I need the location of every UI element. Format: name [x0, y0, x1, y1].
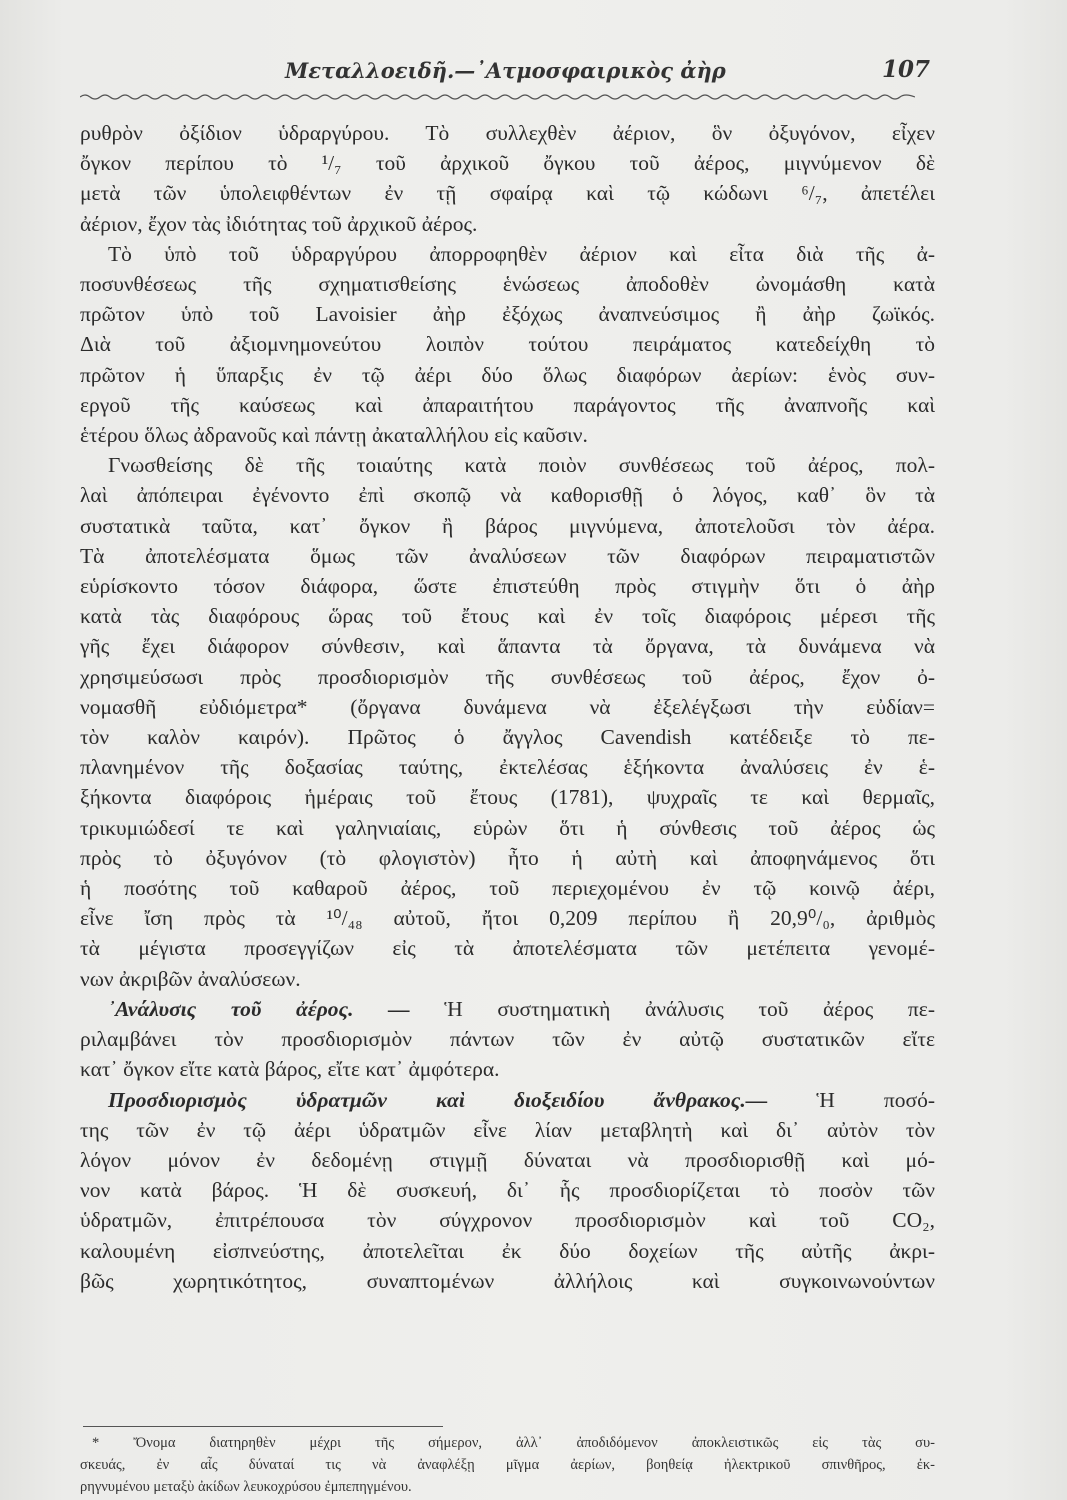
- footnote-rule: [83, 1426, 443, 1427]
- section-heading: ᾿Ανάλυσις τοῦ ἀέρος. —: [108, 996, 410, 1021]
- body-text: [80, 118, 935, 1296]
- body-line: νων ἀκριβῶν ἀναλύσεων.: [80, 966, 301, 991]
- body-line: Γνωσθείσης δὲ τῆς τοιαύτης κατὰ ποιὸν συνθέσεως τοῦ ἀέρος, πολ-: [108, 453, 935, 478]
- body-line: ρυθρὸν ὀξίδιον ὑδραργύρου. Τὸ συλλεχθὲν ἀέριον, ὃν ὀξυγόνον, εἶχεν: [80, 121, 935, 145]
- body-line: βῶς χωρητικότητος, συναπτομένων ἀλλήλοις καὶ συγκοινωνούντων: [80, 1268, 935, 1293]
- body-line: ὑδρατμῶν, ἐπιτρέπουσα τὸν σύγχρονον προσδιορισμὸν καὶ τοῦ CO₂,: [80, 1208, 935, 1233]
- body-line: πρῶτον ἡ ὕπαρξις ἐν τῷ ἀέρι δύο ὅλως διαφόρων ἀερίων: ἑνὸς συν-: [80, 362, 935, 387]
- body-line: γῆς ἔχει διάφορον σύνθεσιν, καὶ ἅπαντα τὰ ὄργανα, τὰ δυνάμενα νὰ: [80, 634, 935, 659]
- body-line: ὄγκον περίπου τὸ ¹/₇ τοῦ ἀρχικοῦ ὄγκου τοῦ ἀέρος, μιγνύμενον δὲ: [80, 151, 935, 176]
- body-line: νομασθῆ εὐδιόμετρα* (ὄργανα δυνάμενα νὰ ἐξελέγξωσι τὴν εὐδίαν=: [80, 694, 935, 719]
- body-line: συστατικὰ ταῦτα, κατ᾿ ὄγκον ἢ βάρος μιγνύμενα, ἀποτελοῦσι τὸν ἀέρα.: [80, 513, 935, 538]
- body-line: λαὶ ἀπόπειραι ἐγένοντο ἐπὶ σκοπῷ νὰ καθορισθῇ ὁ λόγος, καθ᾿ ὃν τὰ: [80, 483, 935, 508]
- body-line: πρὸς τὸ ὀξυγόνον (τὸ φλογιστὸν) ἦτο ἡ αὐτὴ καὶ ἀποφηνάμενος ὅτι: [80, 845, 935, 870]
- body-line: ᾿Ανάλυσις τοῦ ἀέρος. — Ἡ συστηματικὴ ἀνάλυσις τοῦ ἀέρος πε-: [108, 996, 935, 1021]
- body-line: πλανημένον τῆς δοξασίας ταύτης, ἐκτελέσας ἑξήκοντα ἀναλύσεις ἐν ἑ-: [80, 755, 935, 780]
- body-line: Διὰ τοῦ ἀξιομνημονεύτου λοιπὸν τούτου πειράματος κατεδείχθη τὸ: [80, 332, 935, 357]
- body-line: πρῶτον ὑπὸ τοῦ Lavoisier ἀὴρ ἐξόχως ἀναπνεύσιμος ἢ ἀὴρ ζωϊκός.: [80, 302, 935, 327]
- body-line: εργοῦ τῆς καύσεως καὶ ἀπαραιτήτου παράγοντος τῆς ἀναπνοῆς καὶ: [80, 392, 935, 417]
- body-line: ριλαμβάνει τὸν προσδιορισμὸν πάντων τῶν ἐν αὐτῷ συστατικῶν εἴτε: [80, 1027, 935, 1052]
- footnote: [80, 1432, 935, 1498]
- footnote-line: σκευάς, ἐν αἷς δύναταί τις νὰ ἀναφλέξῃ μῖγμα ἀερίων, βοηθείᾳ ἠλεκτρικοῦ σπινθῆρος, ἐκ-: [80, 1457, 935, 1473]
- body-line: εὑρίσκοντο τόσον διάφορα, ὥστε ἐπιστεύθη πρὸς στιγμὴν ὅτι ὁ ἀὴρ: [80, 574, 935, 599]
- body-line: ἑτέρου ὅλως ἀδρανοῦς καὶ πάντῃ ἀκαταλλήλου εἰς καῦσιν.: [80, 423, 588, 448]
- body-line: Τὰ ἀποτελέσματα ὅμως τῶν ἀναλύσεων τῶν διαφόρων πειραματιστῶν: [80, 543, 935, 568]
- running-title: Μεταλλοειδῆ.—᾿Ατμοσφαιρικὸς ἀὴρ: [285, 58, 726, 83]
- body-line: ἡ ποσότης τοῦ καθαροῦ ἀέρος, τοῦ περιεχομένου ἐν τῷ κοινῷ ἀέρι,: [80, 876, 935, 901]
- body-line: Τὸ ὑπὸ τοῦ ὑδραργύρου ἀπορροφηθὲν ἀέριον καὶ εἶτα διὰ τῆς ἀ-: [108, 241, 935, 266]
- body-line: λόγον μόνον ἐν δεδομένῃ στιγμῇ δύναται νὰ προσδιορισθῇ καὶ μό-: [80, 1147, 935, 1172]
- body-line: νον κατὰ βάρος. Ἡ δὲ συσκευή, δι᾿ ἧς προσδιορίζεται τὸ ποσὸν τῶν: [80, 1178, 935, 1203]
- body-line: της τῶν ἐν τῷ ἀέρι ὑδρατμῶν εἶνε λίαν μεταβλητὴ καὶ δι᾿ αὐτὸν τὸν: [80, 1117, 935, 1142]
- body-line: κατὰ τὰς διαφόρους ὥρας τοῦ ἔτους καὶ ἐν τοῖς διαφόροις μέρεσι τῆς: [80, 604, 935, 629]
- section-heading: Προσδιορισμὸς ὑδρατμῶν καὶ διοξειδίου ἄνθρακος.—: [108, 1087, 768, 1112]
- body-line: Προσδιορισμὸς ὑδρατμῶν καὶ διοξειδίου ἄνθρακος.— Ἡ ποσό-: [108, 1087, 935, 1112]
- header-wavy-rule: [80, 92, 915, 102]
- body-line: χρησιμεύσωσι πρὸς προσδιορισμὸν τῆς συνθέσεως τοῦ ἀέρος, ἔχον ὀ-: [80, 664, 935, 689]
- body-line: τρικυμιώδεσί τε καὶ γαληνιαίαις, εὑρὼν ὅτι ἡ σύνθεσις τοῦ ἀέρος ὡς: [80, 815, 935, 840]
- body-line: κατ᾿ ὄγκον εἴτε κατὰ βάρος, εἴτε κατ᾿ ἀμφότερα.: [80, 1057, 500, 1082]
- body-line: ξήκοντα διαφόροις ἡμέραις τοῦ ἔτους (1781), ψυχραῖς τε καὶ θερμαῖς,: [80, 785, 935, 810]
- footnote-line: ρηγνυμένου μεταξὺ ἀκίδων λευκοχρύσου ἐμπεπηγμένου.: [80, 1479, 412, 1495]
- body-line: ποσυνθέσεως τῆς σχηματισθείσης ἑνώσεως ἀποδοθὲν ὠνομάσθη κατὰ: [80, 272, 935, 297]
- body-line: εἶνε ἴση πρὸς τὰ ¹⁰/₄₈ αὐτοῦ, ἤτοι 0,209 περίπου ἢ 20,9⁰/₀, ἀριθμὸς: [80, 906, 935, 931]
- page-header: [80, 58, 930, 88]
- body-line: καλουμένη εἰσπνεύστης, ἀποτελεῖται ἐκ δύο δοχείων τῆς αὐτῆς ἀκρι-: [80, 1238, 935, 1263]
- body-line: μετὰ τῶν ὑπολειφθέντων ἐν τῇ σφαίρᾳ καὶ τῷ κώδωνι ⁶/₇, ἀπετέλει: [80, 181, 935, 206]
- body-line: τὰ μέγιστα προσεγγίζων εἰς τὰ ἀποτελέσματα τῶν μετέπειτα γενομέ-: [80, 936, 935, 961]
- footnote-line: * Ὄνομα διατηρηθὲν μέχρι τῆς σήμερον, ἀλλ᾿ ἀποδιδόμενον ἀποκλειστικῶς εἰς τὰς συ-: [92, 1435, 935, 1451]
- body-line: ἀέριον, ἔχον τὰς ἰδιότητας τοῦ ἀρχικοῦ ἀέρος.: [80, 211, 478, 236]
- body-line: τὸν καλὸν καιρόν). Πρῶτος ὁ ἄγγλος Cavendish κατέδειξε τὸ πε-: [80, 725, 935, 750]
- page-number: 107: [881, 56, 930, 83]
